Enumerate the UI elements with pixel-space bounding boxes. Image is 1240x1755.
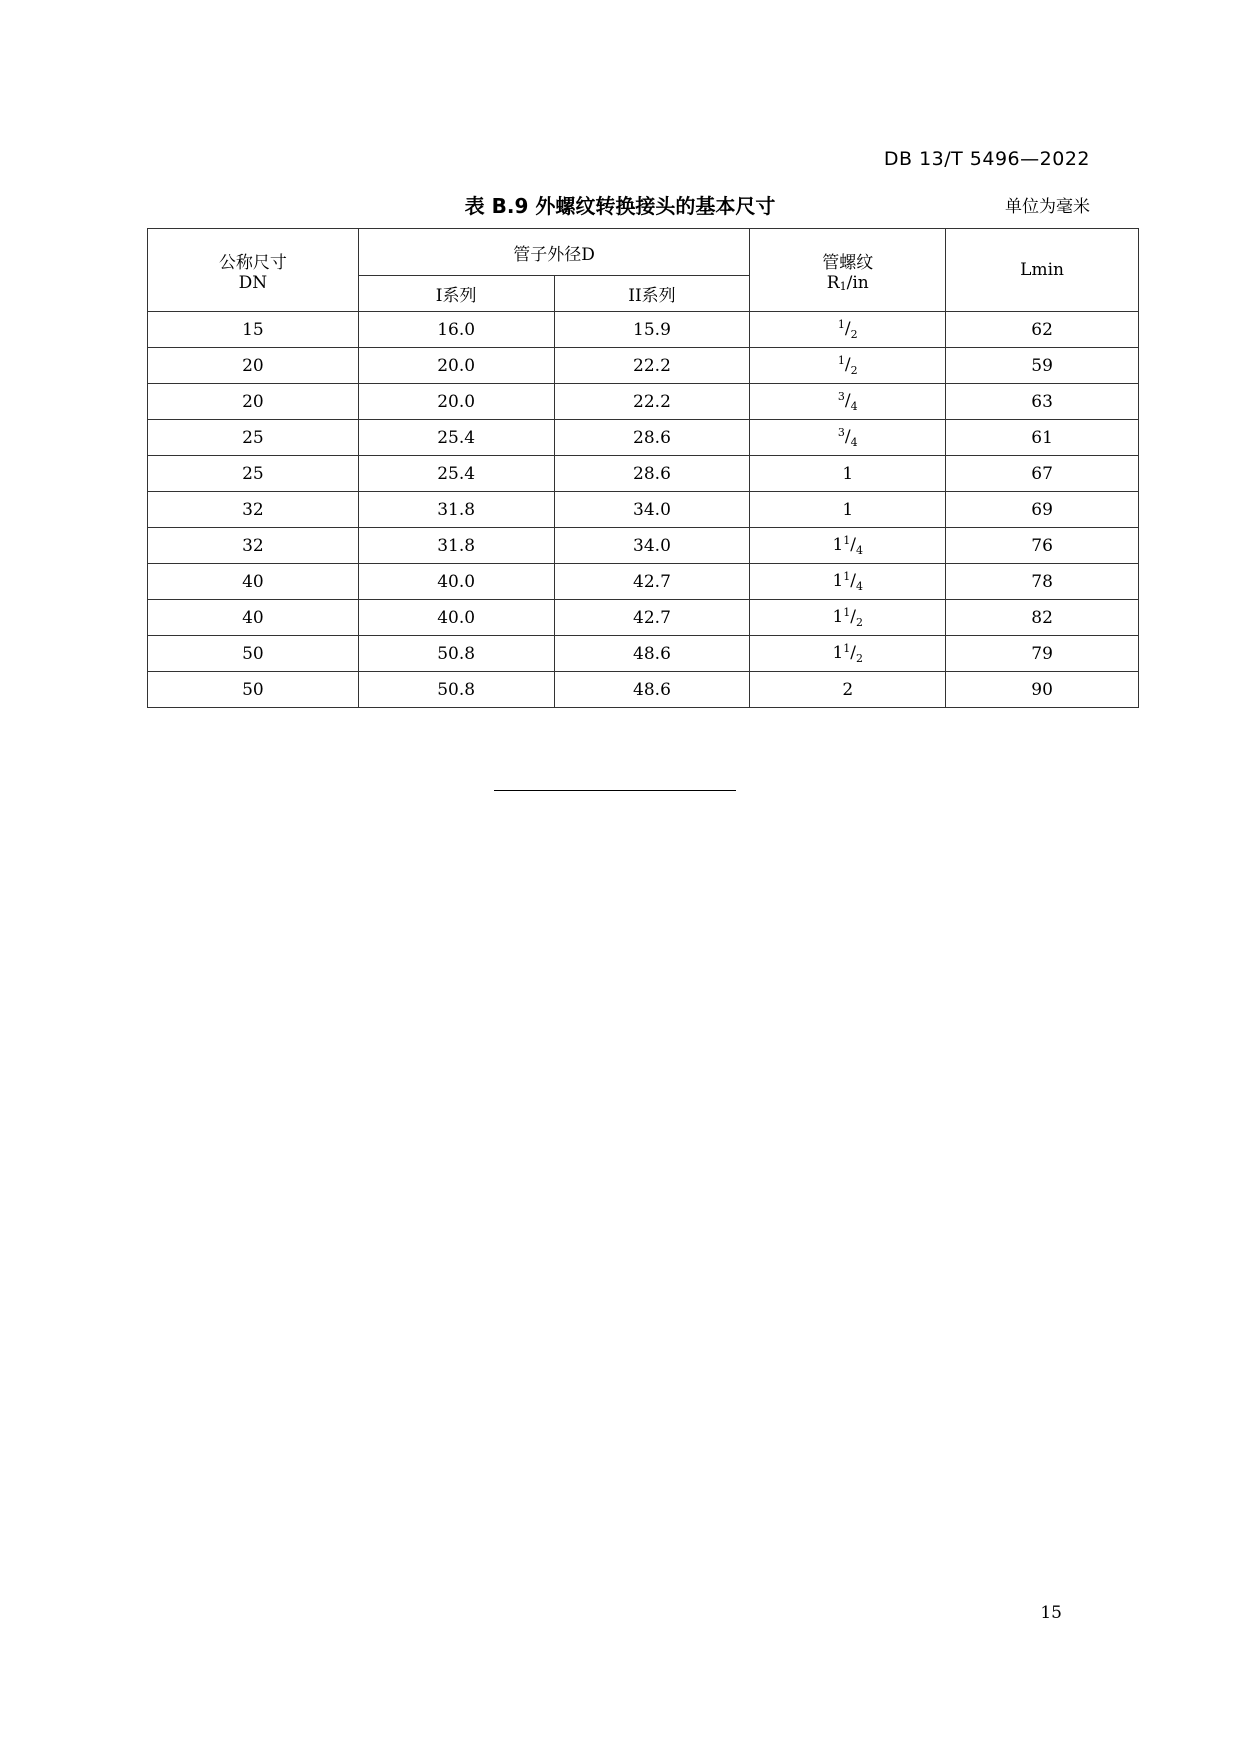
thread-fraction-denominator: 2: [850, 328, 858, 341]
cell-dn: 20: [148, 384, 359, 420]
thread-whole: 1: [832, 607, 844, 627]
table-row: [148, 492, 1139, 528]
cell-dn: 50: [148, 672, 359, 708]
cell-series-1: 20.0: [358, 384, 554, 420]
table-row: [148, 348, 1139, 384]
cell-series-1: 40.0: [358, 600, 554, 636]
cell-dn: 40: [148, 564, 359, 600]
thread-fraction-numerator: 1: [843, 606, 851, 619]
cell-series-2: 28.6: [554, 456, 750, 492]
cell-dn: 25: [148, 420, 359, 456]
table-row: [148, 636, 1139, 672]
header-thread-subscript: 1: [839, 279, 847, 293]
fraction-slash: /: [850, 535, 857, 555]
fraction-slash: /: [844, 391, 851, 411]
cell-thread: [750, 672, 946, 708]
thread-fraction-denominator: 2: [850, 364, 858, 377]
cell-series-1: 50.8: [358, 672, 554, 708]
cell-lmin: 62: [946, 312, 1139, 348]
cell-series-2: 22.2: [554, 384, 750, 420]
cell-thread: [750, 636, 946, 672]
fraction-slash: /: [850, 571, 857, 591]
thread-fraction-denominator: 2: [856, 616, 864, 629]
cell-dn: 20: [148, 348, 359, 384]
fraction-slash: /: [850, 643, 857, 663]
header-thread-r: R: [826, 272, 840, 293]
header-dn-line2: DN: [238, 272, 268, 293]
thread-fraction-denominator: 4: [850, 436, 858, 449]
cell-dn: 50: [148, 636, 359, 672]
table-row: [148, 672, 1139, 708]
cell-dn: 25: [148, 456, 359, 492]
cell-thread: [750, 420, 946, 456]
fraction-slash: /: [844, 319, 851, 339]
header-thread-unit: /in: [846, 272, 869, 293]
cell-thread: [750, 312, 946, 348]
cell-series-2: 22.2: [554, 348, 750, 384]
thread-fraction-denominator: 4: [850, 400, 858, 413]
cell-series-2: 42.7: [554, 600, 750, 636]
cell-lmin: 79: [946, 636, 1139, 672]
end-rule: [494, 790, 736, 791]
cell-dn: 15: [148, 312, 359, 348]
cell-series-1: 50.8: [358, 636, 554, 672]
cell-series-1: 31.8: [358, 528, 554, 564]
thread-whole: 1: [842, 499, 854, 520]
cell-series-2: 15.9: [554, 312, 750, 348]
cell-lmin: 63: [946, 384, 1139, 420]
table-row: [148, 420, 1139, 456]
table-row: [148, 312, 1139, 348]
table-row: [148, 528, 1139, 564]
cell-thread: [750, 492, 946, 528]
cell-thread: [750, 564, 946, 600]
dimensions-table: [147, 228, 1139, 708]
thread-whole: 2: [842, 679, 854, 700]
cell-dn: 40: [148, 600, 359, 636]
thread-fraction-numerator: 3: [837, 390, 845, 403]
header-outer-diameter: 管子外径D: [358, 229, 750, 276]
cell-lmin: 67: [946, 456, 1139, 492]
cell-series-2: 34.0: [554, 528, 750, 564]
header-series-1: I系列: [358, 276, 554, 312]
thread-whole: 1: [832, 643, 844, 663]
thread-fraction-numerator: 1: [837, 318, 845, 331]
thread-whole: 1: [832, 571, 844, 591]
thread-fraction-denominator: 2: [856, 652, 864, 665]
table-row: [148, 384, 1139, 420]
thread-whole: 1: [832, 535, 844, 555]
cell-lmin: 69: [946, 492, 1139, 528]
header-series-2: II系列: [554, 276, 750, 312]
thread-fraction-numerator: 1: [837, 354, 845, 367]
cell-series-1: 20.0: [358, 348, 554, 384]
header-lmin: Lmin: [946, 229, 1139, 312]
table-row: [148, 456, 1139, 492]
cell-thread: [750, 600, 946, 636]
cell-dn: 32: [148, 492, 359, 528]
header-dn-line1: 公称尺寸: [218, 252, 287, 273]
header-thread-line2: [750, 273, 945, 293]
thread-whole: 1: [842, 463, 854, 484]
cell-series-2: 34.0: [554, 492, 750, 528]
table-title: 表 B.9 外螺纹转换接头的基本尺寸: [464, 194, 776, 218]
unit-note: 单位为毫米: [1005, 197, 1090, 217]
cell-lmin: 61: [946, 420, 1139, 456]
cell-series-1: 16.0: [358, 312, 554, 348]
cell-lmin: 90: [946, 672, 1139, 708]
fraction-slash: /: [850, 607, 857, 627]
cell-thread: [750, 348, 946, 384]
cell-lmin: 78: [946, 564, 1139, 600]
header-dn: [148, 229, 359, 312]
cell-series-2: 42.7: [554, 564, 750, 600]
header-thread-line1: 管螺纹: [822, 252, 874, 273]
cell-series-1: 25.4: [358, 456, 554, 492]
cell-lmin: 82: [946, 600, 1139, 636]
thread-fraction-numerator: 1: [843, 570, 851, 583]
cell-lmin: 76: [946, 528, 1139, 564]
cell-series-1: 40.0: [358, 564, 554, 600]
thread-fraction-denominator: 4: [856, 580, 864, 593]
thread-fraction-numerator: 1: [843, 534, 851, 547]
header-pipe-thread: [750, 229, 946, 312]
thread-fraction-numerator: 1: [843, 642, 851, 655]
cell-series-2: 28.6: [554, 420, 750, 456]
cell-thread: [750, 384, 946, 420]
cell-series-2: 48.6: [554, 672, 750, 708]
cell-thread: [750, 528, 946, 564]
fraction-slash: /: [844, 427, 851, 447]
thread-fraction-denominator: 4: [856, 544, 864, 557]
document-code: DB 13/T 5496—2022: [883, 148, 1090, 170]
cell-thread: [750, 456, 946, 492]
fraction-slash: /: [844, 355, 851, 375]
cell-dn: 32: [148, 528, 359, 564]
table-row: [148, 600, 1139, 636]
table-row: [148, 564, 1139, 600]
page-number: 15: [1040, 1603, 1062, 1623]
cell-lmin: 59: [946, 348, 1139, 384]
cell-series-2: 48.6: [554, 636, 750, 672]
cell-series-1: 31.8: [358, 492, 554, 528]
cell-series-1: 25.4: [358, 420, 554, 456]
thread-fraction-numerator: 3: [837, 426, 845, 439]
